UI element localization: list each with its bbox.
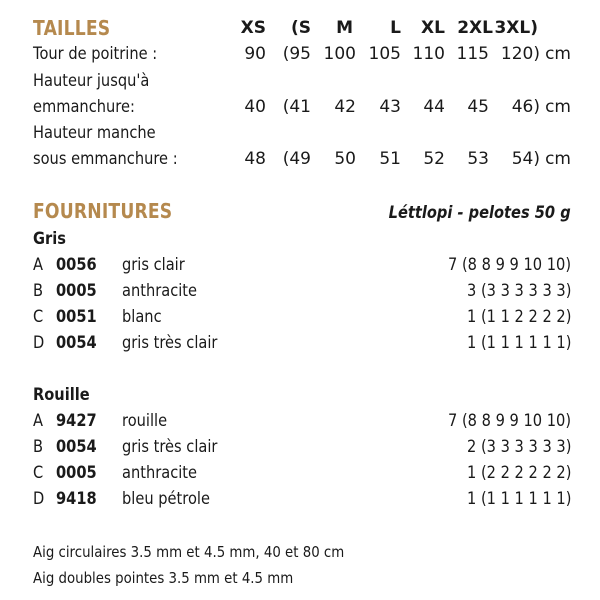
- row-label-manche-2: sous emmanchure :: [33, 149, 178, 169]
- item-qty: 1 (1 1 1 1 1 1): [466, 333, 571, 353]
- item-letter: B: [33, 437, 44, 457]
- value-cell: 120): [500, 44, 540, 64]
- item-code: 0054: [56, 333, 97, 353]
- value-cell: 40: [244, 97, 266, 117]
- item-letter: C: [33, 307, 44, 327]
- needles-line-1: Aig circulaires 3.5 mm et 4.5 mm, 40 et 80 cm: [33, 543, 345, 561]
- value-cell: (41: [282, 97, 311, 117]
- unit-cm: cm: [545, 44, 571, 64]
- size-header-m: M: [336, 18, 353, 38]
- unit-cm: cm: [545, 149, 571, 169]
- item-code: 0056: [56, 255, 97, 275]
- value-cell: 45: [467, 97, 489, 117]
- item-color-name: blanc: [122, 307, 162, 327]
- value-cell: 105: [368, 44, 401, 64]
- size-header-xl: XL: [421, 18, 445, 38]
- tailles-heading: TAILLES: [33, 16, 111, 40]
- value-cell: 46): [511, 97, 540, 117]
- item-qty: 2 (3 3 3 3 3 3): [466, 437, 571, 457]
- item-qty: 7 (8 8 9 9 10 10): [447, 255, 571, 275]
- item-code: 0054: [56, 437, 97, 457]
- item-code: 0005: [56, 281, 97, 301]
- value-cell: 42: [334, 97, 356, 117]
- item-color-name: bleu pétrole: [122, 489, 210, 509]
- group-title-gris: Gris: [33, 229, 66, 249]
- row-label-emmanchure-1: Hauteur jusqu'à: [33, 71, 150, 91]
- value-cell: 115: [456, 44, 489, 64]
- size-header-2xl: 2XL: [457, 18, 493, 38]
- size-header-3xl: 3XL): [494, 18, 538, 38]
- item-color-name: anthracite: [122, 281, 198, 301]
- value-cell: (49: [282, 149, 311, 169]
- value-cell: 52: [423, 149, 445, 169]
- value-cell: (95: [282, 44, 311, 64]
- value-cell: 100: [323, 44, 356, 64]
- item-letter: B: [33, 281, 44, 301]
- item-qty: 1 (2 2 2 2 2 2): [466, 463, 571, 483]
- item-code: 9427: [56, 411, 97, 431]
- item-letter: D: [33, 333, 45, 353]
- size-header-l: L: [390, 18, 401, 38]
- value-cell: 90: [244, 44, 266, 64]
- item-color-name: gris très clair: [122, 437, 218, 457]
- size-header-xs: XS: [240, 18, 266, 38]
- value-cell: 51: [379, 149, 401, 169]
- item-qty: 1 (1 1 1 1 1 1): [466, 489, 571, 509]
- item-code: 0005: [56, 463, 97, 483]
- unit-cm: cm: [545, 97, 571, 117]
- value-cell: 110: [412, 44, 445, 64]
- item-letter: A: [33, 255, 44, 275]
- group-title-rouille: Rouille: [33, 385, 90, 405]
- needles-line-2: Aig doubles pointes 3.5 mm et 4.5 mm: [33, 569, 294, 587]
- item-letter: A: [33, 411, 44, 431]
- value-cell: 48: [244, 149, 266, 169]
- item-code: 9418: [56, 489, 97, 509]
- value-cell: 50: [334, 149, 356, 169]
- item-color-name: gris clair: [122, 255, 185, 275]
- item-color-name: rouille: [122, 411, 168, 431]
- row-label-manche-1: Hauteur manche: [33, 123, 156, 143]
- fournitures-heading: FOURNITURES: [33, 199, 173, 223]
- item-color-name: gris très clair: [122, 333, 218, 353]
- item-qty: 3 (3 3 3 3 3 3): [466, 281, 571, 301]
- value-cell: 44: [423, 97, 445, 117]
- item-code: 0051: [56, 307, 97, 327]
- row-label-emmanchure-2: emmanchure:: [33, 97, 135, 117]
- row-label-poitrine: Tour de poitrine :: [33, 44, 158, 64]
- value-cell: 43: [379, 97, 401, 117]
- size-header-s: (S: [290, 18, 311, 38]
- item-letter: C: [33, 463, 44, 483]
- yarn-note: Léttlopi - pelotes 50 g: [388, 203, 571, 223]
- value-cell: 53: [467, 149, 489, 169]
- item-qty: 1 (1 1 2 2 2 2): [466, 307, 571, 327]
- item-qty: 7 (8 8 9 9 10 10): [447, 411, 571, 431]
- item-color-name: anthracite: [122, 463, 198, 483]
- value-cell: 54): [511, 149, 540, 169]
- item-letter: D: [33, 489, 45, 509]
